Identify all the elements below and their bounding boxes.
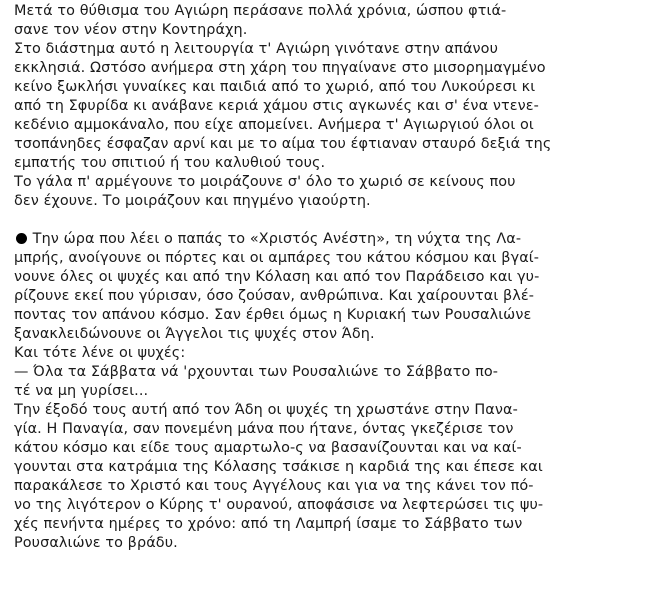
text-line: Μετά το θύθισμα του Αγιώρη περάσανε πολλά χρόνια, ώσπου φτιά- [14, 3, 507, 19]
text-line: νουνε όλες οι ψυχές και από την Κόλαση και από τον Παράδεισο και γυ- [14, 269, 540, 285]
text-line [14, 230, 636, 249]
text-line: γία. Η Παναγία, σαν πονεμένη μάνα που ήτανε, όντας γκεζέρισε τον [14, 421, 514, 437]
text-line: ξανακλειδώνουνε οι Άγγελοι τις ψυχές στον Άδη. [14, 326, 375, 342]
section-gap [14, 211, 636, 230]
text-line: — Όλα τα Σάββατα νά 'ρχουνται των Ρουσαλιώνε το Σάββατο πο- [14, 364, 499, 380]
text-line: εκκλησιά. Ωστόσο ανήμερα στη χάρη του πηγαίνανε στο μισορημαγμένο [14, 60, 546, 76]
paragraph-3 [14, 173, 636, 211]
bulleted-line-text: Την ώρα που λέει ο παπάς το «Χριστός Ανέστη», τη νύχτα της Λα- [28, 231, 522, 247]
text-line: κάτου κόσμο και είδε τους αμαρτωλο-ς να βασανίζουνται και να καί- [14, 440, 522, 456]
paragraph-4 [14, 230, 636, 553]
text-line: νο της λιγότερον ο Κύρης τ' ουρανού, αποφάσισε να λεφτερώσει τις ψυ- [14, 497, 544, 513]
paragraph-1 [14, 2, 636, 40]
text-line: δεν έχουνε. Το μοιράζουν και πηγμένο γιαούρτη. [14, 193, 371, 209]
text-line: κείνο ξωκλήσι γυναίκες και παιδιά από το χωριό, από του Λυκούρεσι κι [14, 79, 536, 95]
bullet-icon [16, 233, 27, 244]
text-line: μπρής, ανοίγουνε οι πόρτες και οι αμπάρες του κάτου κόσμου και βγαί- [14, 250, 540, 266]
text-line: από τη Σφυρίδα κι ανάβανε κεριά χάμου στις αγκωνές και σ' ένα ντενε- [14, 98, 539, 114]
text-line: τσοπάνηδες έσφαζαν αρνί και με το αίμα του έφτιαναν σταυρό δεξιά της [14, 136, 552, 152]
text-line: ποντας τον απάνου κόσμο. Σαν έρθει όμως η Κυριακή των Ρουσαλιώνε [14, 307, 532, 323]
text-line: τέ να μη γυρίσει... [14, 383, 149, 399]
text-line: Την έξοδό τους αυτή από τον Άδη οι ψυχές τη χρωστάνε στην Πανα- [14, 402, 518, 418]
text-line: ρίζουνε εκεί που γύρισαν, όσο ζούσαν, ανθρώπινα. Και χαίρουνται βλέ- [14, 288, 535, 304]
text-line: Και τότε λένε οι ψυχές: [14, 345, 186, 361]
text-line: εμπατής του σπιτιού ή του καλυθιού τους. [14, 155, 326, 171]
text-line: γουνται στα κατράμια της Κόλασης τσάκισε η καρδιά της και έπεσε και [14, 459, 543, 475]
paragraph-2 [14, 40, 636, 173]
text-line: κεδένιο αμμοκάναλο, που είχε απομείνει. Ανήμερα τ' Αγιωργιού όλοι οι [14, 117, 534, 133]
text-line: Το γάλα π' αρμέγουνε το μοιράζουνε σ' όλο το χωριό σε κείνους που [14, 174, 516, 190]
text-line: Ρουσαλιώνε το βράδυ. [14, 535, 178, 551]
text-line: Στο διάστημα αυτό η λειτουργία τ' Αγιώρη γινότανε στην απάνου [14, 41, 499, 57]
text-line: χές πενήντα ημέρες το χρόνο: από τη Λαμπρή ίσαμε το Σάββατο των [14, 516, 523, 532]
text-line: παρακάλεσε το Χριστό και τους Αγγέλους και για να της κάνει τον πό- [14, 478, 534, 494]
text-line: σανε τον νέον στην Κοντηράχη. [14, 22, 248, 38]
